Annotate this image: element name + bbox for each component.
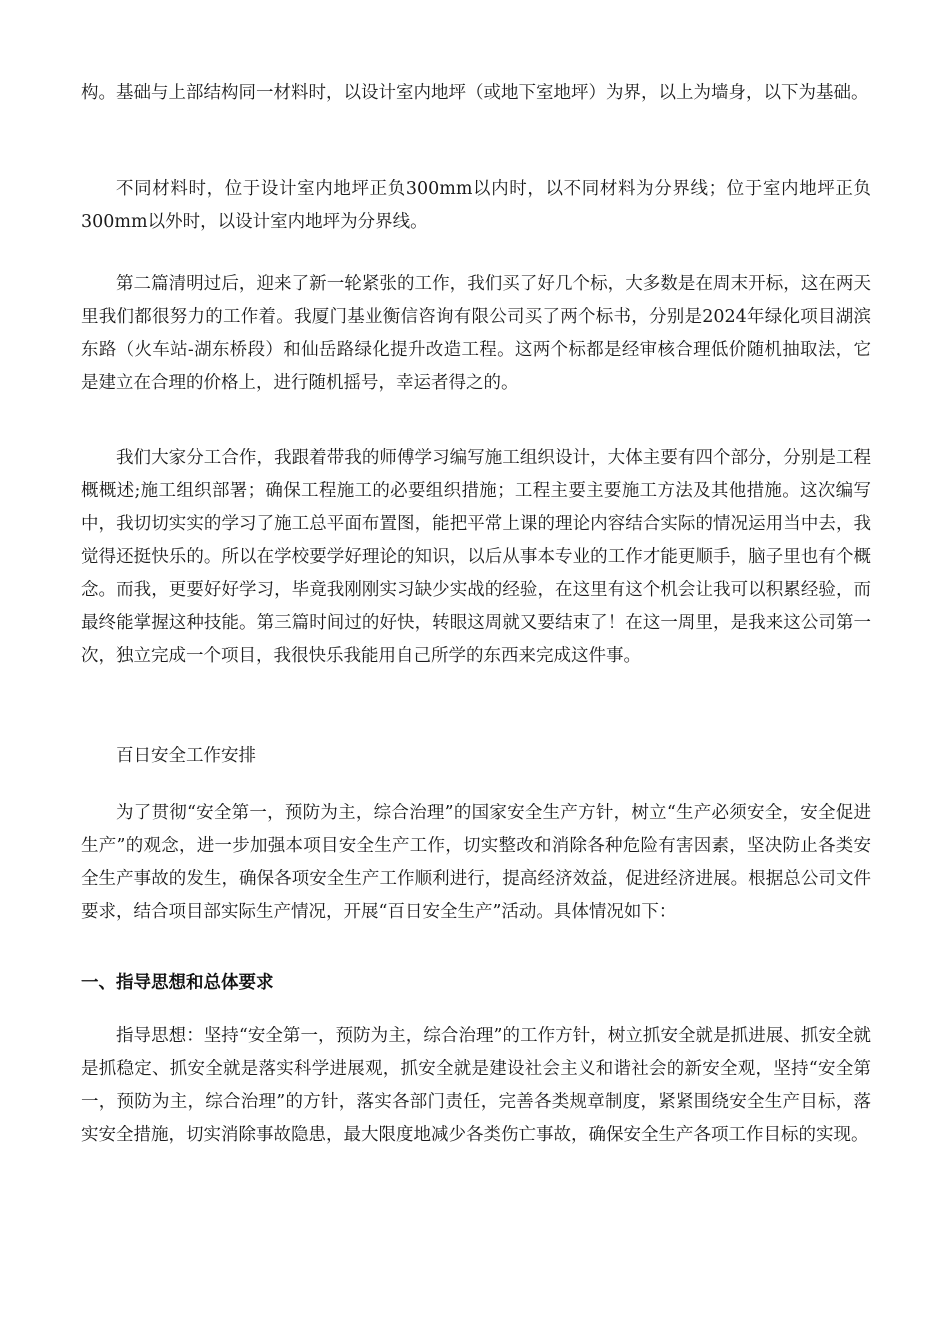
- paragraph-safety-intro: 为了贯彻“安全第一，预防为主，综合治理”的国家安全生产方针，树立“生产必须安全，安全促进生产”的观念，进一步加强本项目安全生产工作，切实整改和消除各种危险有害因素，坚决防止各类安全生产事故的发生，确保各项安全生产工作顺利进行，提高经济效益，促进经济进展。根据总公司文件要求，结合项目部实际生产情况，开展“百日安全生产”活动。具体情况如下：: [81, 803, 871, 922]
- paragraph-second-article: 第二篇清明过后，迎来了新一轮紧张的工作，我们买了好几个标，大多数是在周末开标，这在两天里我们都很努力的工作着。我厦门基业衡信咨询有限公司买了两个标书，分别是2024年绿化项目湖滨东路（火车站-湖东桥段）和仙岳路绿化提升改造工程。这两个标都是经审核合理低价随机抽取法，它是建立在合理的价格上，进行随机摇号，幸运者得之的。: [81, 274, 871, 393]
- paragraph-different-materials: 不同材料时，位于设计室内地坪正负300mm以内时，以不同材料为分界线；位于室内地坪正负300mm以外时，以设计室内地坪为分界线。: [81, 179, 871, 232]
- paragraph-teamwork: 我们大家分工合作，我跟着带我的师傅学习编写施工组织设计，大体主要有四个部分，分别是工程概概述;施工组织部署；确保工程施工的必要组织措施；工程主要主要施工方法及其他措施。这次编写中，我切切实实的学习了施工总平面布置图，能把平常上课的理论内容结合实际的情况运用当中去，我觉得还挺快乐的。所以在学校要学好理论的知识，以后从事本专业的工作才能更顺手，脑子里也有个概念。而我，更要好好学习，毕竟我刚刚实习缺少实战的经验，在这里有这个机会让我可以积累经验，而最终能掌握这种技能。第三篇时间过的好快，转眼这周就又要结束了！在这一周里，是我来这公司第一次，独立完成一个项目，我很快乐我能用自己所学的东西来完成这件事。: [81, 448, 871, 666]
- paragraph-guiding-ideology: 指导思想：坚持“安全第一，预防为主，综合治理”的工作方针，树立抓安全就是抓进展、抓安全就是抓稳定、抓安全就是落实科学进展观，抓安全就是建设社会主义和谐社会的新安全观，坚持“安全第一，预防为主，综合治理”的方针，落实各部门责任，完善各类规章制度，紧紧围绕安全生产目标，落实安全措施，切实消除事故隐患，最大限度地减少各类伤亡事故，确保安全生产各项工作目标的实现。: [81, 1026, 871, 1145]
- paragraph-hundred-days-title: 百日安全工作安排: [116, 746, 256, 766]
- section-heading-guiding-ideology: 一、指导思想和总体要求: [81, 973, 274, 993]
- paragraph-foundation-boundary: 构。基础与上部结构同一材料时，以设计室内地坪（或地下室地坪）为界，以上为墙身，以下为基础。: [81, 83, 869, 103]
